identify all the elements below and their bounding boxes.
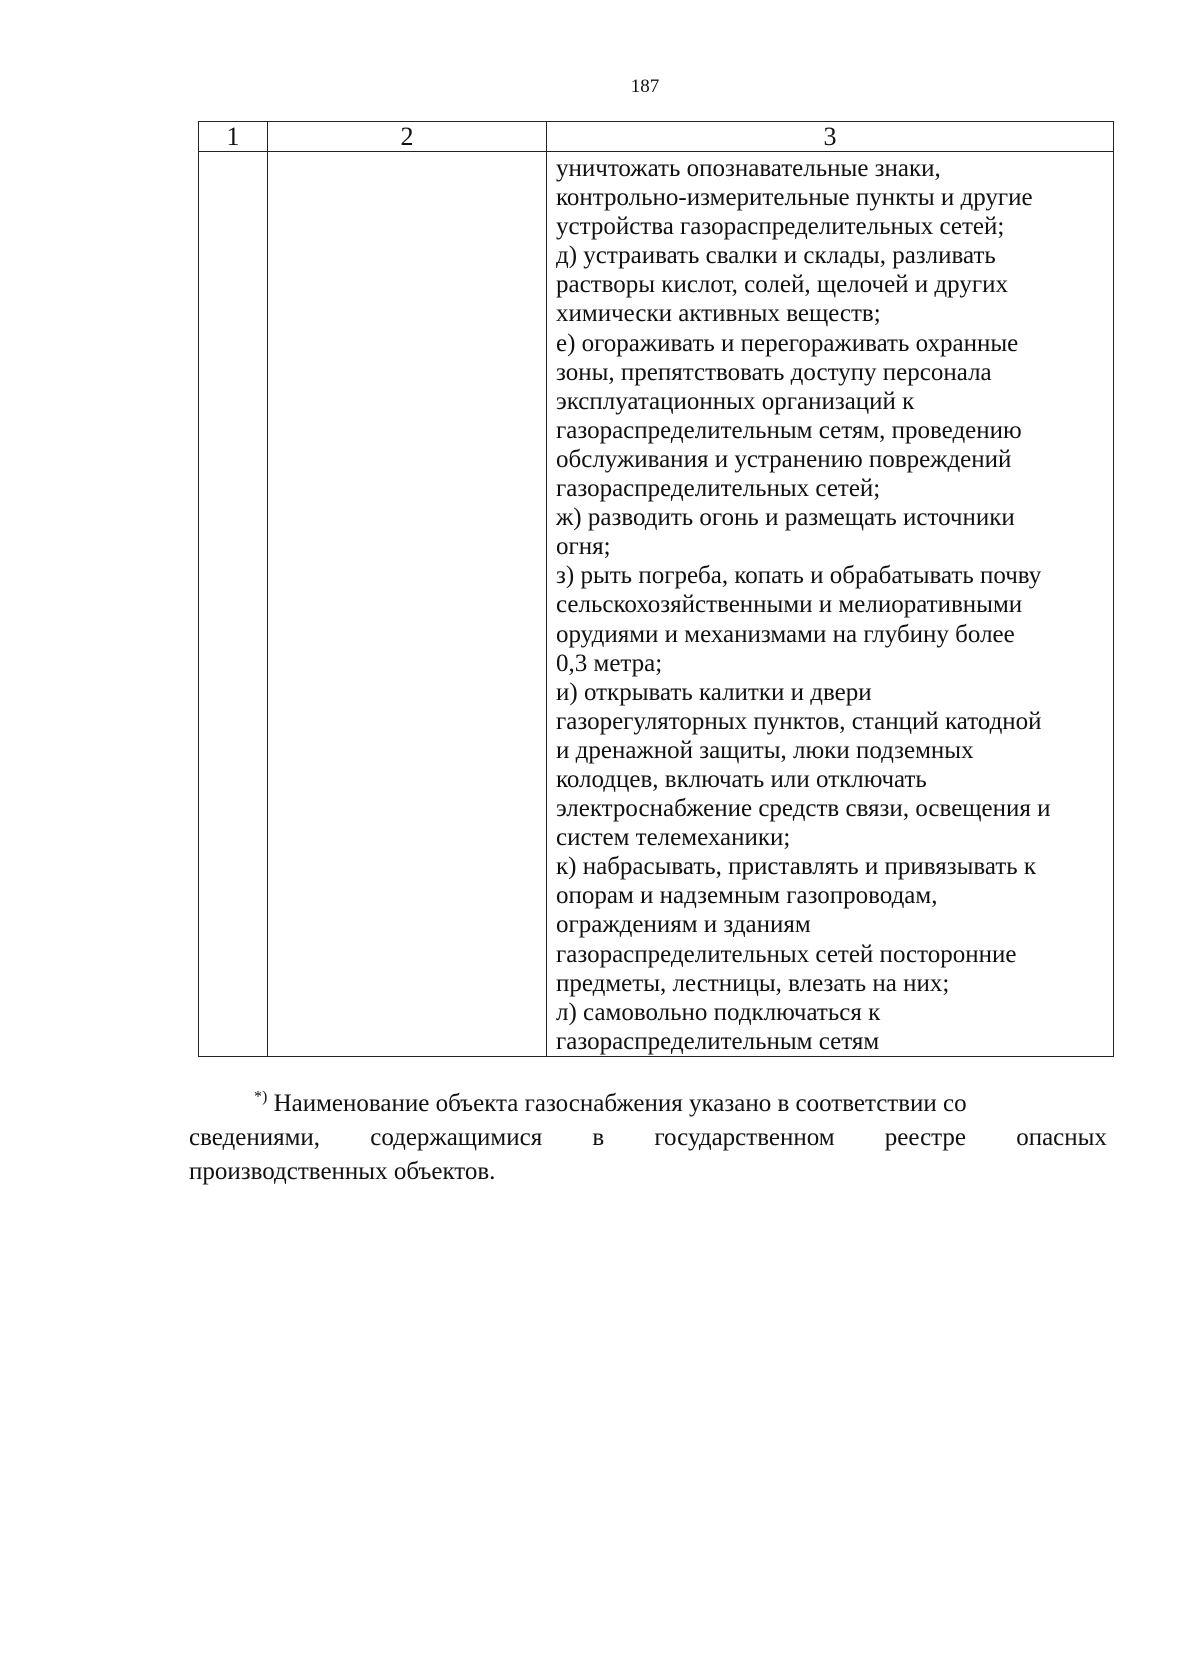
cell-line: уничтожать опознавательные знаки, [556, 155, 941, 182]
cell-line: зоны, препятствовать доступу персонала [556, 358, 992, 386]
cell-line: растворы кислот, солей, щелочей и других [556, 271, 1008, 299]
page-number: 187 [630, 76, 660, 97]
cell-line: обслуживания и устранению повреждений [556, 445, 1012, 473]
cell-line: эксплуатационных организаций к [556, 387, 915, 415]
footnote-word: содержащимися [370, 1124, 543, 1151]
cell-line: опорам и надземным газопроводам, [556, 882, 938, 910]
cell-line: газораспределительным сетям, проведению [556, 416, 1022, 444]
cell-line: электроснабжение средств связи, освещения и [556, 795, 1051, 823]
footnote-word: государственном [654, 1124, 835, 1151]
cell-line: и дренажной защиты, люки подземных [556, 736, 974, 764]
table-header-row [199, 122, 1114, 152]
footnote-line-1 [189, 1087, 1107, 1121]
column-header-2: 2 [268, 122, 547, 152]
cell-line: огня; [556, 533, 611, 561]
table-cell-col1 [199, 152, 268, 1057]
footnote [189, 1087, 1107, 1189]
cell-line: 0,3 метра; [556, 649, 663, 677]
column-header-1: 1 [199, 122, 268, 152]
footnote-line-2 [189, 1121, 1107, 1155]
cell-line: з) рыть погреба, копать и обрабатывать почву [556, 562, 1042, 590]
footnote-word: сведениями, [189, 1124, 321, 1151]
cell-line: сельскохозяйственными и мелиоративными [556, 591, 1023, 619]
document-table [198, 121, 1114, 1057]
cell-line: ж) разводить огонь и размещать источники [556, 504, 1015, 532]
cell-line: д) устраивать свалки и склады, разливать [556, 242, 996, 270]
cell-line: предметы, лестницы, влезать на них; [556, 969, 950, 997]
cell-line: л) самовольно подключаться к [556, 998, 881, 1026]
footnote-word: опасных [1016, 1124, 1107, 1151]
footnote-text-1: Наименование объекта газоснабжения указано в соответствии со [273, 1090, 967, 1117]
footnote-line-3: производственных объектов. [189, 1158, 496, 1185]
cell-line: контрольно-измерительные пункты и другие [556, 184, 1033, 212]
column-header-3: 3 [547, 122, 1114, 152]
cell-line: к) набрасывать, приставлять и привязывать к [556, 853, 1037, 881]
footnote-marker: *) [254, 1088, 268, 1106]
cell-line: газораспределительным сетям [556, 1027, 880, 1055]
cell-line: газораспределительных сетей посторонние [556, 940, 1017, 968]
cell-line: колодцев, включать или отключать [556, 765, 927, 793]
footnote-word: реестре [884, 1124, 966, 1151]
cell-line: химически активных веществ; [556, 300, 881, 328]
cell-line: систем телемеханики; [556, 824, 791, 852]
table-cell-col3 [547, 152, 1114, 1057]
cell-line: ограждениям и зданиям [556, 911, 811, 939]
cell-line: орудиями и механизмами на глубину более [556, 620, 1015, 648]
table-cell-col2 [268, 152, 547, 1057]
cell-line: устройства газораспределительных сетей; [556, 213, 1005, 241]
cell-line: газорегуляторных пунктов, станций катодной [556, 707, 1042, 735]
cell-line: и) открывать калитки и двери [556, 678, 872, 706]
footnote-word: в [592, 1124, 605, 1151]
cell-line: газораспределительных сетей; [556, 475, 881, 503]
cell-line: е) огораживать и перегораживать охранные [556, 329, 1019, 357]
table-row [199, 152, 1114, 1057]
cell-text-block [547, 152, 1113, 1056]
